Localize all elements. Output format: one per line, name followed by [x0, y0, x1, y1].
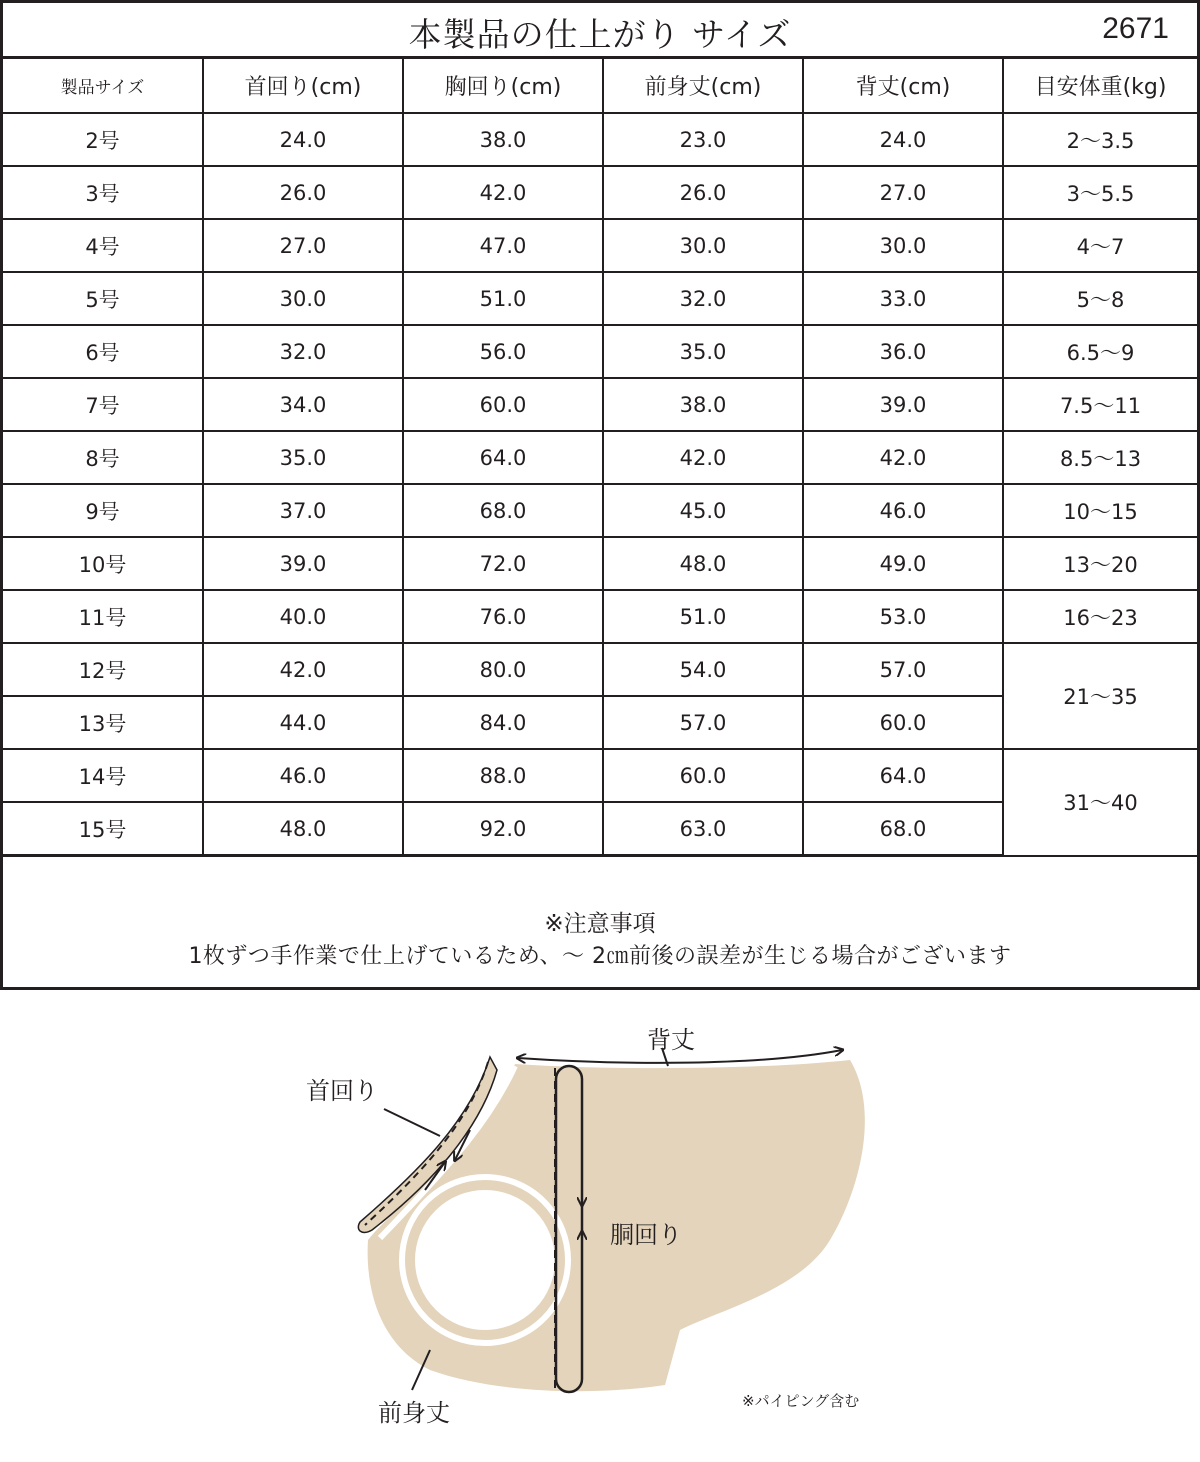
label-back-length: 背丈 — [647, 1026, 695, 1054]
cell-neck: 24.0 — [203, 113, 403, 166]
table-row — [3, 537, 1197, 590]
table-row — [3, 378, 1197, 431]
cell-chest: 68.0 — [403, 484, 603, 537]
cell-size: 11号 — [3, 590, 203, 643]
cell-size: 15号 — [3, 802, 203, 856]
notes-body: 1枚ずつ手作業で仕上げているため、～ 2㎝前後の誤差が生じる場合がございます — [188, 944, 1012, 969]
cell-chest: 42.0 — [403, 166, 603, 219]
cell-neck: 46.0 — [203, 749, 403, 802]
cell-size: 14号 — [3, 749, 203, 802]
cell-size: 12号 — [3, 643, 203, 696]
cell-size: 4号 — [3, 219, 203, 272]
label-front-length: 前身丈 — [378, 1399, 450, 1427]
size-table — [3, 59, 1197, 857]
cell-back-length: 24.0 — [803, 113, 1003, 166]
neck-pointer-line — [384, 1109, 440, 1136]
cell-neck: 32.0 — [203, 325, 403, 378]
table-row — [3, 325, 1197, 378]
cell-front-length: 42.0 — [603, 431, 803, 484]
col-header-front-length: 前身丈(cm) — [603, 59, 803, 113]
cell-front-length: 26.0 — [603, 166, 803, 219]
table-row — [3, 219, 1197, 272]
cell-chest: 64.0 — [403, 431, 603, 484]
cell-back-length: 64.0 — [803, 749, 1003, 802]
cell-weight: 5～8 — [1003, 272, 1197, 325]
cell-size: 2号 — [3, 113, 203, 166]
col-header-chest: 胸回り(cm) — [403, 59, 603, 113]
cell-back-length: 60.0 — [803, 696, 1003, 749]
cell-back-length: 30.0 — [803, 219, 1003, 272]
cell-back-length: 68.0 — [803, 802, 1003, 856]
table-header-row — [3, 59, 1197, 113]
cell-back-length: 39.0 — [803, 378, 1003, 431]
cell-back-length: 36.0 — [803, 325, 1003, 378]
cell-front-length: 38.0 — [603, 378, 803, 431]
cell-back-length: 42.0 — [803, 431, 1003, 484]
cell-chest: 92.0 — [403, 802, 603, 856]
cell-weight: 7.5～11 — [1003, 378, 1197, 431]
cell-back-length: 49.0 — [803, 537, 1003, 590]
cell-front-length: 35.0 — [603, 325, 803, 378]
cell-size: 13号 — [3, 696, 203, 749]
cell-back-length: 53.0 — [803, 590, 1003, 643]
table-row — [3, 166, 1197, 219]
col-header-back-length: 背丈(cm) — [803, 59, 1003, 113]
measurement-diagram — [0, 990, 1200, 1462]
cell-chest: 84.0 — [403, 696, 603, 749]
col-header-weight: 目安体重(kg) — [1003, 59, 1197, 113]
cell-chest: 60.0 — [403, 378, 603, 431]
cell-neck: 39.0 — [203, 537, 403, 590]
chart-title: 本製品の仕上がり サイズ — [408, 15, 792, 54]
cell-size: 9号 — [3, 484, 203, 537]
cell-chest: 56.0 — [403, 325, 603, 378]
cell-weight: 31～40 — [1003, 749, 1197, 856]
cell-size: 5号 — [3, 272, 203, 325]
table-row — [3, 590, 1197, 643]
cell-front-length: 51.0 — [603, 590, 803, 643]
cell-back-length: 57.0 — [803, 643, 1003, 696]
cell-size: 3号 — [3, 166, 203, 219]
cell-neck: 30.0 — [203, 272, 403, 325]
cell-weight: 10～15 — [1003, 484, 1197, 537]
table-row — [3, 643, 1197, 696]
cell-chest: 72.0 — [403, 537, 603, 590]
cell-chest: 38.0 — [403, 113, 603, 166]
cell-front-length: 48.0 — [603, 537, 803, 590]
cell-weight: 21～35 — [1003, 643, 1197, 749]
cell-weight: 16～23 — [1003, 590, 1197, 643]
cell-size: 8号 — [3, 431, 203, 484]
cell-weight: 2～3.5 — [1003, 113, 1197, 166]
cell-neck: 27.0 — [203, 219, 403, 272]
cell-chest: 76.0 — [403, 590, 603, 643]
cell-back-length: 27.0 — [803, 166, 1003, 219]
cell-neck: 40.0 — [203, 590, 403, 643]
table-body — [3, 113, 1197, 856]
label-chest: 胴回り — [610, 1221, 682, 1249]
product-code: 2671 — [1102, 12, 1169, 45]
cell-chest: 47.0 — [403, 219, 603, 272]
cell-chest: 51.0 — [403, 272, 603, 325]
cell-weight: 13～20 — [1003, 537, 1197, 590]
cell-chest: 80.0 — [403, 643, 603, 696]
cell-weight: 4～7 — [1003, 219, 1197, 272]
cell-size: 7号 — [3, 378, 203, 431]
cell-front-length: 60.0 — [603, 749, 803, 802]
garment-illustration — [0, 990, 1200, 1462]
cell-front-length: 54.0 — [603, 643, 803, 696]
label-neck: 首回り — [306, 1077, 378, 1105]
table-row — [3, 484, 1197, 537]
cell-weight: 8.5～13 — [1003, 431, 1197, 484]
cell-front-length: 23.0 — [603, 113, 803, 166]
cell-front-length: 32.0 — [603, 272, 803, 325]
table-row — [3, 113, 1197, 166]
cell-front-length: 30.0 — [603, 219, 803, 272]
label-piping-note: ※パイピング含む — [742, 1392, 860, 1410]
cell-back-length: 46.0 — [803, 484, 1003, 537]
title-row — [3, 3, 1197, 59]
cell-weight: 6.5～9 — [1003, 325, 1197, 378]
cell-size: 10号 — [3, 537, 203, 590]
col-header-size: 製品サイズ — [3, 59, 203, 113]
cell-back-length: 33.0 — [803, 272, 1003, 325]
table-row — [3, 749, 1197, 802]
notes-heading: ※注意事項 — [544, 911, 656, 937]
cell-neck: 44.0 — [203, 696, 403, 749]
cell-front-length: 57.0 — [603, 696, 803, 749]
armhole-opening — [418, 1193, 552, 1327]
cell-neck: 34.0 — [203, 378, 403, 431]
cell-front-length: 45.0 — [603, 484, 803, 537]
col-header-neck: 首回り(cm) — [203, 59, 403, 113]
table-row — [3, 272, 1197, 325]
cell-weight: 3～5.5 — [1003, 166, 1197, 219]
cell-size: 6号 — [3, 325, 203, 378]
cell-neck: 35.0 — [203, 431, 403, 484]
cell-neck: 37.0 — [203, 484, 403, 537]
table-row — [3, 431, 1197, 484]
cell-chest: 88.0 — [403, 749, 603, 802]
cell-neck: 42.0 — [203, 643, 403, 696]
notes-box — [3, 881, 1197, 987]
cell-neck: 26.0 — [203, 166, 403, 219]
cell-front-length: 63.0 — [603, 802, 803, 856]
cell-neck: 48.0 — [203, 802, 403, 856]
